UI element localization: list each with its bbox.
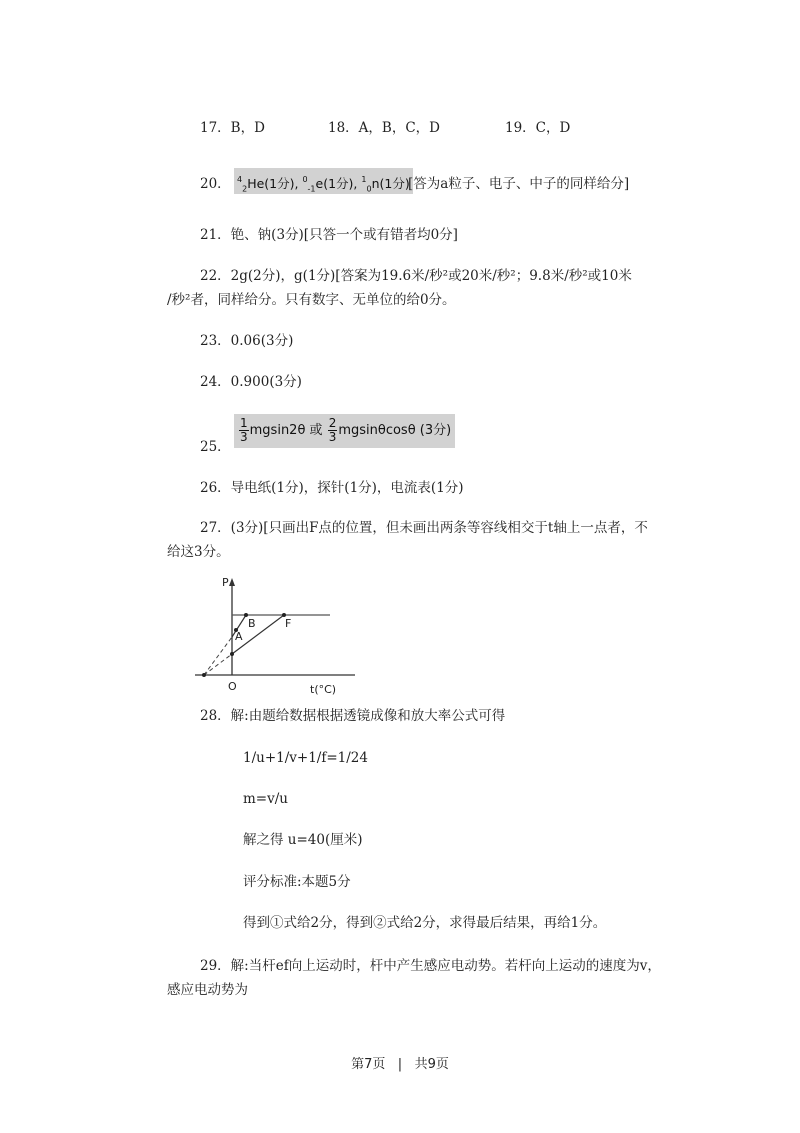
answer-25-formula: $\frac{1}{3}$ mgsin2θ 或 $\frac{2}{3}$ mgsinθcosθ (3分) bbox=[234, 414, 455, 448]
answer-23: 23．0.06(3分) bbox=[200, 333, 294, 349]
answer-28-solution: 解之得 u=40(厘米) bbox=[243, 832, 363, 848]
p-axis-arrow bbox=[229, 578, 235, 586]
answer-19: 19．C，D bbox=[505, 120, 571, 136]
p-label: P bbox=[222, 576, 229, 589]
answer-20-note: [答为a粒子、电子、中子的同样给分] bbox=[408, 176, 630, 192]
answer-28-intro: 28．解:由题给数据根据透镜成像和放大率公式可得 bbox=[200, 708, 506, 724]
answer-29-line1: 29．解:当杆ef向上运动时，杆中产生感应电动势。若杆向上运动的速度为v， bbox=[200, 958, 661, 974]
o-label: O bbox=[228, 680, 237, 693]
answer-29-line2: 感应电动势为 bbox=[167, 982, 248, 998]
answer-24: 24．0.900(3分) bbox=[200, 374, 302, 390]
page-footer bbox=[0, 1053, 800, 1072]
a-label: A bbox=[235, 630, 243, 643]
answer-28-standard: 评分标准:本题5分 bbox=[243, 874, 351, 890]
answer-25-number: 25． bbox=[200, 439, 231, 455]
answer-20-formula: $^4_2$He(1分), $^0_{-1}$e(1分), $^1_0$n(1分) bbox=[234, 168, 413, 194]
answer-17: 17．B，D bbox=[200, 120, 265, 136]
point-lower bbox=[230, 652, 234, 656]
footer-separator: | bbox=[397, 1057, 403, 1072]
answer-22-line1: 22．2g(2分)，g(1分)[答案为19.6米/秒²或20米/秒²；9.8米/秒²或10米 bbox=[200, 268, 632, 284]
answer-28-detail: 得到①式给2分，得到②式给2分，求得最后结果，再给1分。 bbox=[243, 915, 607, 931]
answer-28-eq2: m=v/u bbox=[243, 791, 288, 807]
answer-26: 26．导电纸(1分)，探针(1分)，电流表(1分) bbox=[200, 480, 464, 496]
answer-27-line1: 27．(3分)[只画出F点的位置，但未画出两条等容线相交于t轴上一点者，不 bbox=[200, 520, 648, 536]
dashed-extension-2 bbox=[204, 654, 232, 675]
answer-18: 18．A，B，C，D bbox=[328, 120, 441, 136]
answer-22-line2: /秒²者，同样给分。只有数字、无单位的给0分。 bbox=[167, 292, 456, 308]
intersection-point bbox=[202, 673, 206, 677]
answer-28-eq1: 1/u+1/v+1/f=1/24 bbox=[243, 750, 368, 766]
page-number: 第7页 bbox=[351, 1057, 386, 1072]
t-label: t(°C) bbox=[310, 683, 337, 696]
isochore-graph bbox=[195, 570, 375, 698]
answer-20-number: 20． bbox=[200, 176, 231, 192]
b-label: B bbox=[248, 617, 256, 630]
answer-21: 21．铯、钠(3分)[只答一个或有错者均0分] bbox=[200, 227, 458, 243]
dashed-extension-1 bbox=[204, 637, 232, 675]
f-label: F bbox=[285, 617, 292, 630]
page-total: 共9页 bbox=[414, 1057, 449, 1072]
answer-27-line2: 给这3分。 bbox=[167, 544, 230, 560]
